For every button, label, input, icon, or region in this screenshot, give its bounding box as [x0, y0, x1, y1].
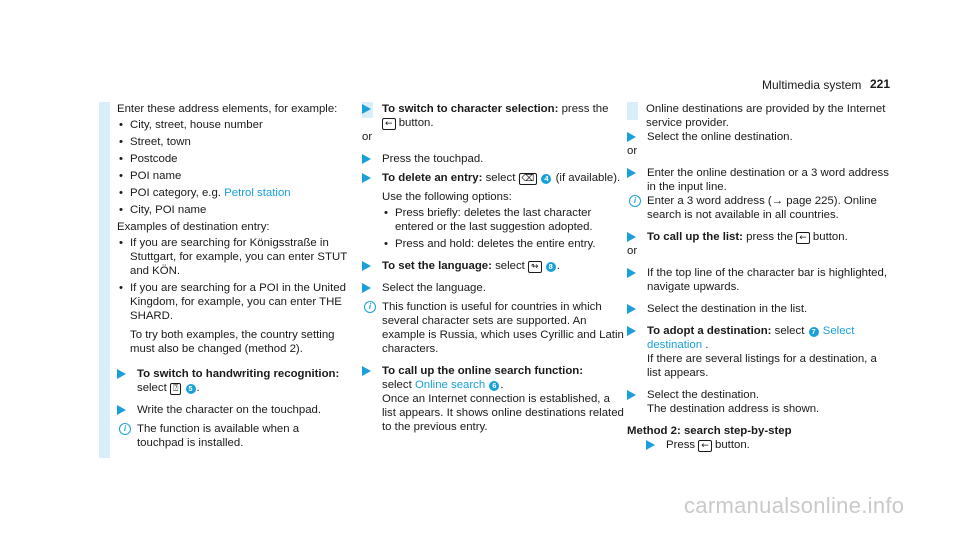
- options-title: Use the following options:: [382, 191, 512, 203]
- step-arrow-icon: [627, 304, 636, 314]
- step-arrow-icon: [362, 104, 371, 114]
- or-text: or: [627, 145, 638, 157]
- step-text: (if available).: [555, 172, 621, 184]
- step-text: If there are several listings for a destination, a list appears.: [647, 353, 877, 379]
- step-text: Write the character on the touchpad.: [137, 404, 322, 416]
- callout-8: 8: [546, 262, 556, 272]
- language-icon[interactable]: ↬: [528, 261, 542, 273]
- list-item: • If you are searching for Königsstraße in Stuttgart, for example, you can enter STUT and KÖN.: [117, 236, 347, 278]
- page-number: 221: [870, 77, 891, 91]
- petrol-station-link[interactable]: Petrol station: [224, 187, 291, 199]
- step-text: press the: [746, 231, 794, 243]
- step-arrow-icon: [117, 369, 126, 379]
- online-search-link[interactable]: Online search: [414, 379, 486, 391]
- step-title: To set the language:: [382, 260, 492, 272]
- step-text: Press: [666, 439, 696, 451]
- step-arrow-icon: [362, 366, 371, 376]
- step-adopt-destination: To adopt a destination: select 7 Select destination . If there are several listings for a destination, a list appears.: [627, 324, 891, 380]
- step-top-line: [627, 266, 891, 294]
- info-icon: i: [364, 301, 376, 313]
- method-2-title: Method 2: search step-by-step: [627, 425, 792, 437]
- back-icon[interactable]: ←: [698, 440, 712, 452]
- step-handwriting: To switch to handwriting recognition: select ⍰ 5 .: [117, 367, 347, 395]
- step-select-destination-2: [627, 388, 891, 416]
- step-title: To switch to character selection:: [382, 103, 559, 115]
- step-arrow-icon: [627, 168, 636, 178]
- info-icon: i: [629, 195, 641, 207]
- list-item: • POI name: [117, 169, 347, 183]
- step-arrow-icon: [627, 326, 636, 336]
- method-2-heading: [627, 424, 891, 438]
- list-item: [117, 186, 347, 200]
- step-text: Select the online destination.: [647, 131, 793, 143]
- step-title: To adopt a destination:: [647, 325, 772, 337]
- info-text: This function is useful for countries in which several character sets are supported. An example is Russia, which uses Cyrillic and Latin characters.: [382, 301, 624, 355]
- step-arrow-icon: [362, 283, 371, 293]
- step-text: select: [495, 260, 525, 272]
- step-call-list: [627, 230, 891, 244]
- back-icon[interactable]: ←: [382, 118, 396, 130]
- delete-icon[interactable]: ⌫: [519, 173, 538, 185]
- step-title: To call up the online search function:: [382, 365, 584, 377]
- step-arrow-icon: [627, 390, 636, 400]
- step-text: Enter the online destination or a 3 word address in the input line.: [647, 167, 889, 193]
- column-3: [627, 102, 891, 452]
- step-write: [117, 403, 347, 417]
- handwriting-icon[interactable]: ⍰: [170, 383, 181, 395]
- margin-bar-3: [627, 102, 638, 120]
- callout-7: 7: [809, 327, 819, 337]
- address-elements-list: [117, 118, 347, 217]
- step-text: Select the language.: [382, 282, 486, 294]
- step-delete: [362, 171, 624, 251]
- info-text: The function is available when a touchpad is installed.: [137, 423, 300, 449]
- header-title: Multimedia system: [762, 78, 862, 92]
- list-item: • City, POI name: [117, 203, 347, 217]
- callout-4: 4: [541, 174, 551, 184]
- step-select-destination: [627, 302, 891, 316]
- step-title: To switch to handwriting recognition:: [137, 368, 340, 380]
- step-press-touchpad: [362, 152, 624, 166]
- step-text: select: [774, 325, 805, 337]
- watermark: carmanualsonline.info: [684, 493, 905, 518]
- column-2: [362, 102, 624, 434]
- step-text: The destination address is shown.: [647, 403, 820, 415]
- example-note: To try both examples, the country setting must also be changed (method 2).: [130, 329, 335, 355]
- step-arrow-icon: [362, 173, 371, 183]
- info-language: [362, 300, 624, 356]
- list-item: [117, 281, 347, 356]
- step-text: Press the touchpad.: [382, 153, 484, 165]
- step-text: select: [382, 379, 412, 391]
- step-arrow-icon: [627, 232, 636, 242]
- margin-bar-1: [99, 102, 110, 458]
- step-text: If the top line of the character bar is highlighted, navigate upwards.: [647, 267, 887, 293]
- step-text: button.: [812, 231, 848, 243]
- step-online-search: To call up the online search function: select Online search 6 . Once an Internet connection is established, a list appears. It shows online destinations related to the previous entry.: [362, 364, 624, 434]
- back-icon[interactable]: ←: [796, 232, 810, 244]
- step-select-online: [627, 130, 891, 144]
- step-title: To call up the list:: [647, 231, 743, 243]
- list-item: • City, street, house number: [117, 118, 347, 132]
- intro-text: Enter these address elements, for example:: [117, 103, 338, 115]
- step-text: button.: [715, 439, 750, 451]
- step-text: button.: [398, 117, 434, 129]
- list-item: • Press briefly: deletes the last character entered or the last suggestion adopted.: [382, 206, 624, 234]
- step-text: Select the destination in the list.: [647, 303, 808, 315]
- callout-5: 5: [186, 384, 196, 394]
- select-destination-link[interactable]: Select destination: [647, 325, 855, 351]
- step-text: press the: [561, 103, 609, 115]
- step-text: Once an Internet connection is established, a list appears. It shows online destinations related to the previous entry.: [382, 393, 624, 433]
- step-arrow-icon: [117, 405, 126, 415]
- or-text: or: [362, 131, 373, 143]
- step-arrow-icon: [362, 261, 371, 271]
- step-enter-3word: [627, 166, 891, 194]
- step-text: Select the destination.: [647, 389, 760, 401]
- info-icon: i: [119, 423, 131, 435]
- delete-options-list: [382, 206, 624, 251]
- step-select-language: [362, 281, 624, 295]
- examples-title: Examples of destination entry:: [117, 221, 270, 233]
- column-1: [117, 102, 347, 450]
- step-press: [646, 438, 891, 452]
- step-text: select: [485, 172, 516, 184]
- step-character-selection: [362, 102, 624, 130]
- step-title: To delete an entry:: [382, 172, 483, 184]
- step-text: select: [137, 382, 167, 394]
- list-item: • Postcode: [117, 152, 347, 166]
- step-arrow-icon: [627, 132, 636, 142]
- step-arrow-icon: [646, 440, 655, 450]
- info-touchpad: [117, 422, 347, 450]
- online-provider-text: Online destinations are provided by the Internet service provider.: [646, 103, 886, 129]
- info-text: Enter a 3 word address (→ page 225). Online search is not available in all countries.: [647, 195, 877, 221]
- info-3word: [627, 194, 891, 222]
- or-text: or: [627, 245, 638, 257]
- example-2-text: If you are searching for a POI in the United Kingdom, for example, you can enter THE SHARD.: [130, 282, 346, 322]
- callout-6: 6: [489, 381, 499, 391]
- list-item: • Street, town: [117, 135, 347, 149]
- examples-list: [117, 236, 347, 356]
- poi-category-text: POI category, e.g.: [130, 187, 221, 199]
- step-arrow-icon: [362, 154, 371, 164]
- step-language: To set the language: select ↬ 8 .: [362, 259, 624, 273]
- list-item: • Press and hold: deletes the entire entry.: [382, 237, 624, 251]
- step-arrow-icon: [627, 268, 636, 278]
